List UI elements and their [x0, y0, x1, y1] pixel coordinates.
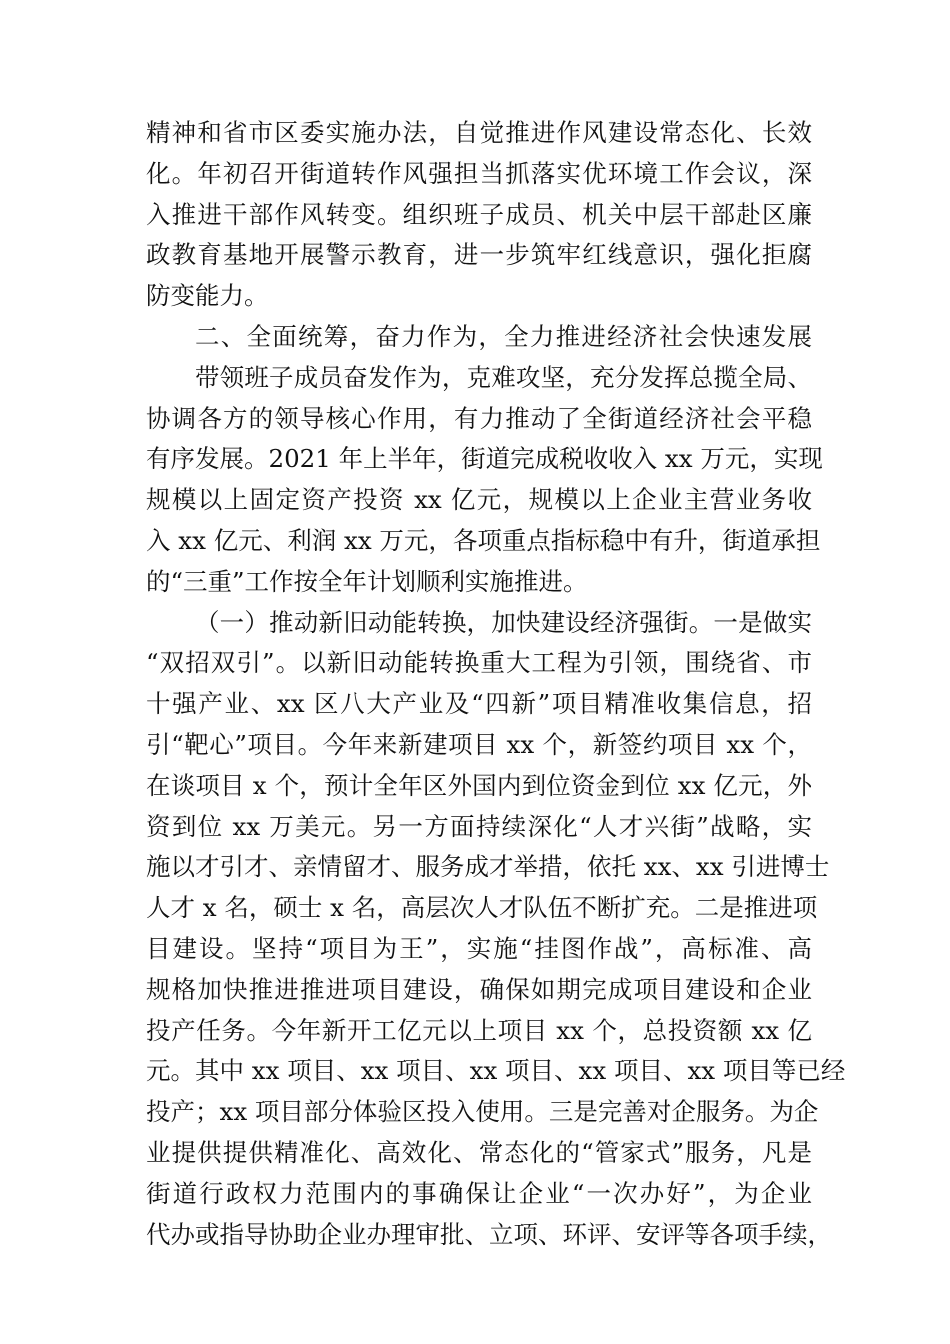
text-line: 化。年初召开街道转作风强担当抓落实优环境工作会议，深	[146, 158, 812, 188]
text-line: 防变能力。	[146, 281, 269, 311]
section-heading	[146, 317, 812, 358]
text-line: 有序发展。2021 年上半年，街道完成税收收入 xx 万元，实现	[146, 444, 823, 474]
paragraph-1	[146, 113, 812, 317]
text-line: 精神和省市区委实施办法，自觉推进作风建设常态化、长效	[146, 118, 812, 147]
text-line: 投产；xx 项目部分体验区投入使用。三是完善对企服务。为企	[146, 1097, 819, 1127]
text-line: 带领班子成员奋发作为，克难攻坚，充分发挥总揽全局、	[195, 362, 812, 392]
paragraph-4	[146, 603, 846, 1256]
text-line: 入 xx 亿元、利润 xx 万元，各项重点指标稳中有升，街道承担	[146, 525, 821, 555]
text-line: 规格加快推进推进项目建设，确保如期完成项目建设和企业	[146, 974, 812, 1004]
text-line: 资到位 xx 万美元。另一方面持续深化“人才兴街”战略，实	[146, 811, 812, 841]
text-line: 十强产业、xx 区八大产业及“四新”项目精准收集信息，招	[146, 689, 812, 719]
heading-line: 二、全面统筹，奋力作为，全力推进经济社会快速发展	[195, 321, 812, 351]
text-line: 在谈项目 x 个，预计全年区外国内到位资金到位 xx 亿元，外	[146, 770, 812, 800]
text-line: （一）推动新旧动能转换，加快建设经济强街。一是做实	[195, 607, 812, 637]
text-line: 协调各方的领导核心作用，有力推动了全街道经济社会平稳	[146, 403, 812, 433]
text-line: 的“三重”工作按全年计划顺利实施推进。	[146, 566, 588, 596]
text-line: 入推进干部作风转变。组织班子成员、机关中层干部赴区廉	[146, 199, 812, 229]
text-line: 规模以上固定资产投资 xx 亿元，规模以上企业主营业务收	[146, 485, 812, 515]
text-line: 投产任务。今年新开工亿元以上项目 xx 个，总投资额 xx 亿	[146, 1015, 812, 1045]
text-line: 引“靶心”项目。今年来新建项目 xx 个，新签约项目 xx 个，	[146, 729, 812, 759]
text-line: 目建设。坚持“项目为王”，实施“挂图作战”，高标准、高	[146, 933, 812, 963]
document-body	[146, 113, 846, 1255]
text-line: 政教育基地开展警示教育，进一步筑牢红线意识，强化拒腐	[146, 240, 812, 270]
text-line: 元。其中 xx 项目、xx 项目、xx 项目、xx 项目、xx 项目等已经	[146, 1056, 846, 1086]
text-line: 业提供提供精准化、高效化、常态化的“管家式”服务，凡是	[146, 1137, 812, 1167]
paragraph-3	[146, 358, 823, 603]
text-line: 街道行政权力范围内的事确保让企业“一次办好”，为企业	[146, 1178, 812, 1208]
text-line: 施以才引才、亲情留才、服务成才举措，依托 xx、xx 引进博士	[146, 852, 830, 882]
text-line: 代办或指导协助企业办理审批、立项、环评、安评等各项手续，	[146, 1219, 832, 1249]
text-line: 人才 x 名，硕士 x 名，高层次人才队伍不断扩充。二是推进项	[146, 893, 818, 923]
text-line: “双招双引”。以新旧动能转换重大工程为引领，围绕省、市	[146, 648, 812, 678]
